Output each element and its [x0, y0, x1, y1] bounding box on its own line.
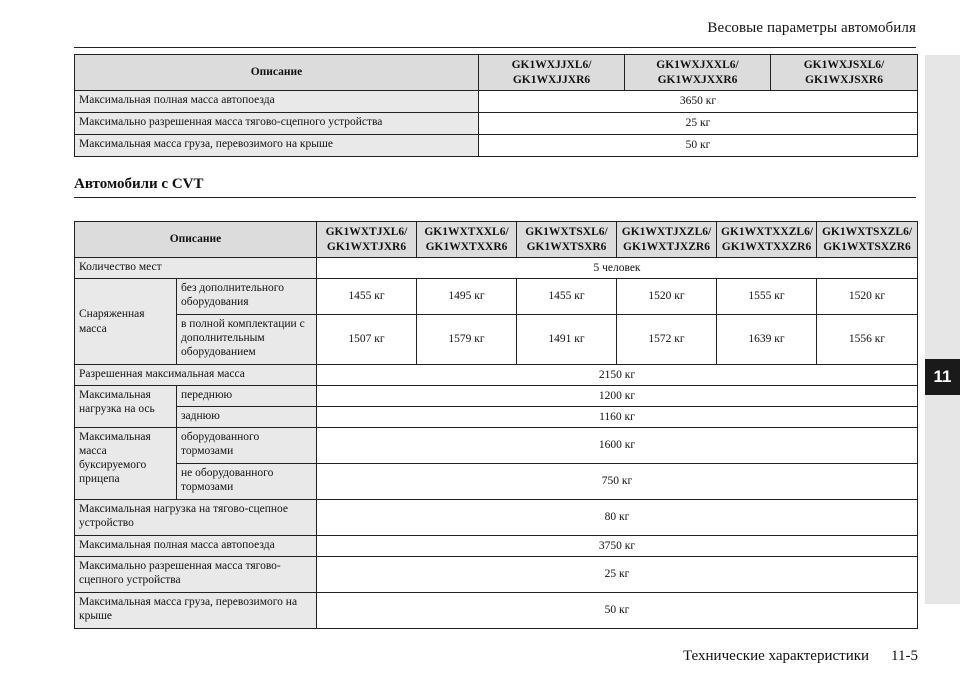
table-row-trailer-unbraked	[75, 464, 918, 500]
cell-value: 1639 кг	[717, 315, 817, 365]
cell-value: 1491 кг	[517, 315, 617, 365]
row-sublabel: в полной комплектации с дополнительным оборудованием	[177, 315, 317, 365]
header-model: GK1WXTXXL6/ GK1WXTXXR6	[417, 222, 517, 258]
row-label: Разрешенная максимальная масса	[75, 365, 317, 386]
row-sublabel: без дополнительного оборудования	[177, 279, 317, 315]
row-label: Максимальная нагрузка на тягово-сцепное устройство	[75, 500, 317, 536]
header-model: GK1WXJXXL6/ GK1WXJXXR6	[625, 55, 771, 91]
weights-table-cvt	[74, 221, 918, 629]
table-row-gvw	[75, 365, 918, 386]
table-row-seats	[75, 258, 918, 279]
table-row-roof	[75, 593, 918, 629]
footer-section: Технические характеристики	[682, 648, 870, 664]
row-value: 750 кг	[317, 464, 918, 500]
cell-value: 1555 кг	[717, 279, 817, 315]
section-title: Автомобили с CVT	[74, 176, 916, 198]
row-value: 2150 кг	[317, 365, 918, 386]
page-header	[74, 0, 916, 48]
table-row-train-mass	[75, 536, 918, 557]
row-value: 5 человек	[317, 258, 918, 279]
table-row-trailer-braked	[75, 428, 918, 464]
row-label: Максимально разрешенная масса тягово-сцепного устройства	[75, 113, 479, 135]
row-label: Снаряженная масса	[75, 279, 177, 365]
header-model: GK1WXTXXZL6/ GK1WXTXXZR6	[717, 222, 817, 258]
page-footer	[683, 648, 918, 665]
page-title: Весовые параметры автомобиля	[707, 20, 916, 36]
row-label: Максимальная масса груза, перевозимого на крыше	[75, 593, 317, 629]
header-model: GK1WXTSXL6/ GK1WXTSXR6	[517, 222, 617, 258]
row-value: 80 кг	[317, 500, 918, 536]
row-value: 50 кг	[317, 593, 918, 629]
header-model: GK1WXTJXL6/ GK1WXTJXR6	[317, 222, 417, 258]
row-label: Максимальная полная масса автопоезда	[75, 91, 479, 113]
chapter-side-tab	[925, 55, 960, 604]
page-number: 11-5	[891, 648, 918, 664]
table-header-row	[75, 55, 918, 91]
table-header-row	[75, 222, 918, 258]
weights-table-manual	[74, 54, 918, 157]
row-value: 1200 кг	[317, 386, 918, 407]
table-row-axle-front	[75, 386, 918, 407]
cell-value: 1455 кг	[317, 279, 417, 315]
row-label: Максимальная полная масса автопоезда	[75, 536, 317, 557]
row-value: 50 кг	[479, 135, 918, 157]
cell-value: 1520 кг	[617, 279, 717, 315]
cell-value: 1455 кг	[517, 279, 617, 315]
cell-value: 1520 кг	[817, 279, 918, 315]
row-sublabel: заднюю	[177, 407, 317, 428]
table-row	[75, 135, 918, 157]
cell-value: 1579 кг	[417, 315, 517, 365]
row-label: Максимальная нагрузка на ось	[75, 386, 177, 428]
row-value: 1600 кг	[317, 428, 918, 464]
row-value: 1160 кг	[317, 407, 918, 428]
row-sublabel: не оборудованного тормозами	[177, 464, 317, 500]
cell-value: 1507 кг	[317, 315, 417, 365]
header-model: GK1WXTSXZL6/ GK1WXTSXZR6	[817, 222, 918, 258]
row-label: Максимально разрешенная масса тягово-сцепного устройства	[75, 557, 317, 593]
row-label: Максимальная масса буксируемого прицепа	[75, 428, 177, 500]
table-row-curb-base	[75, 279, 918, 315]
chapter-badge: 11	[925, 359, 960, 395]
header-model: GK1WXJJXL6/ GK1WXJJXR6	[479, 55, 625, 91]
row-value: 3650 кг	[479, 91, 918, 113]
table-row-towbar-mass	[75, 557, 918, 593]
row-value: 3750 кг	[317, 536, 918, 557]
table-row-towbar-load	[75, 500, 918, 536]
header-model: GK1WXTJXZL6/ GK1WXTJXZR6	[617, 222, 717, 258]
table-row	[75, 91, 918, 113]
row-value: 25 кг	[479, 113, 918, 135]
header-description: Описание	[75, 222, 317, 258]
row-label: Количество мест	[75, 258, 317, 279]
cell-value: 1572 кг	[617, 315, 717, 365]
cell-value: 1556 кг	[817, 315, 918, 365]
cell-value: 1495 кг	[417, 279, 517, 315]
row-value: 25 кг	[317, 557, 918, 593]
header-description: Описание	[75, 55, 479, 91]
row-sublabel: переднюю	[177, 386, 317, 407]
table-row-axle-rear	[75, 407, 918, 428]
header-model: GK1WXJSXL6/ GK1WXJSXR6	[771, 55, 918, 91]
row-sublabel: оборудованного тормозами	[177, 428, 317, 464]
table-row	[75, 113, 918, 135]
row-label: Максимальная масса груза, перевозимого на крыше	[75, 135, 479, 157]
table-row-curb-full	[75, 315, 918, 365]
